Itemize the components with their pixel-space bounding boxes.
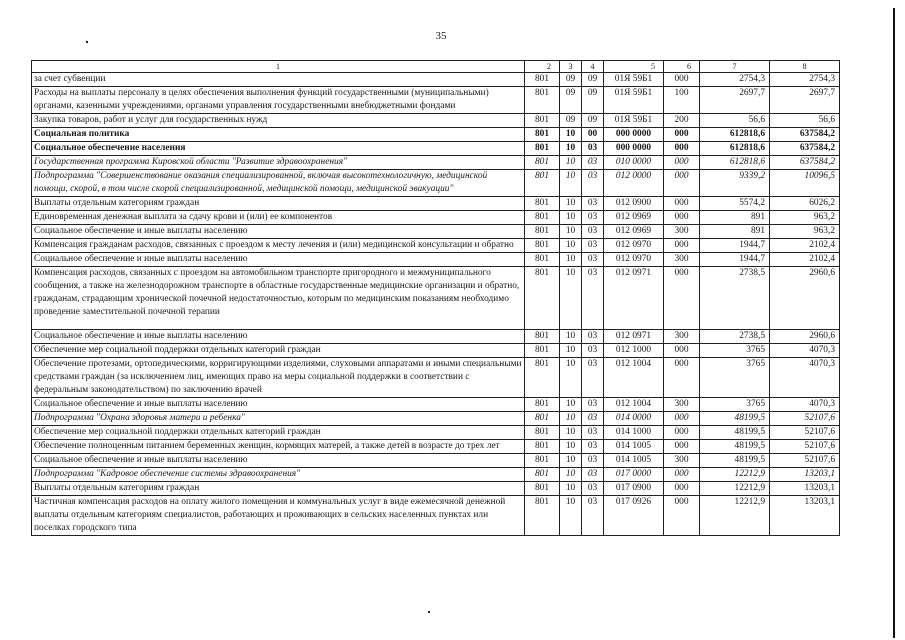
- row-amount-year-1: 3765: [700, 358, 770, 398]
- table-row: [32, 426, 840, 440]
- row-amount-year-2: 2960,6: [770, 267, 840, 330]
- row-code-ministry: 801: [525, 440, 560, 454]
- row-code-expense-type: 000: [664, 482, 700, 496]
- page-edge-mark: [893, 8, 895, 638]
- row-code-ministry: 801: [525, 239, 560, 253]
- scan-dot: [86, 41, 88, 43]
- row-name: Социальное обеспечение и иные выплаты населению: [32, 398, 525, 412]
- row-code-section: 10: [560, 454, 582, 468]
- row-code-section: 10: [560, 330, 582, 344]
- header-col-8: 8: [770, 61, 840, 73]
- row-name: Социальное обеспечение и иные выплаты населению: [32, 253, 525, 267]
- table-row: [32, 239, 840, 253]
- row-name: Расходы на выплаты персоналу в целях обеспечения выполнения функций государственными (муниципальными) органами, казенными учреждениями, органами управления государственными внебюджетными фондами: [32, 87, 525, 114]
- row-amount-year-1: 12212,9: [700, 468, 770, 482]
- row-code-section: 10: [560, 225, 582, 239]
- row-amount-year-2: 2697,7: [770, 87, 840, 114]
- row-amount-year-2: 2102,4: [770, 253, 840, 267]
- table-row: [32, 496, 840, 536]
- row-code-ministry: 801: [525, 128, 560, 142]
- table-row: [32, 267, 840, 330]
- row-name: Подпрограмма "Охрана здоровья матери и ребенка": [32, 412, 525, 426]
- row-amount-year-2: 10096,5: [770, 170, 840, 197]
- row-code-subsection: 03: [582, 267, 604, 330]
- row-code-article: 012 1004: [604, 398, 664, 412]
- table-row: [32, 197, 840, 211]
- row-code-expense-type: 200: [664, 114, 700, 128]
- page-number: 35: [435, 30, 447, 42]
- row-code-subsection: 03: [582, 211, 604, 225]
- row-code-section: 09: [560, 73, 582, 87]
- row-code-subsection: 03: [582, 197, 604, 211]
- row-code-article: 014 1005: [604, 440, 664, 454]
- row-code-expense-type: 000: [664, 211, 700, 225]
- row-amount-year-1: 5574,2: [700, 197, 770, 211]
- row-code-article: 01Я 59Б1: [604, 87, 664, 114]
- scan-dot: [428, 611, 430, 613]
- row-amount-year-2: 963,2: [770, 211, 840, 225]
- row-code-section: 10: [560, 358, 582, 398]
- row-code-article: 012 0969: [604, 225, 664, 239]
- row-code-subsection: 03: [582, 398, 604, 412]
- row-amount-year-2: 13203,1: [770, 468, 840, 482]
- row-code-section: 10: [560, 344, 582, 358]
- table-row: [32, 211, 840, 225]
- row-amount-year-2: 56,6: [770, 114, 840, 128]
- row-amount-year-2: 637584,2: [770, 156, 840, 170]
- header-col-4: 4: [582, 61, 604, 73]
- table-row: [32, 482, 840, 496]
- row-code-section: 10: [560, 211, 582, 225]
- table-row: [32, 440, 840, 454]
- row-name: Закупка товаров, работ и услуг для государственных нужд: [32, 114, 525, 128]
- row-name: Обеспечение полноценным питанием беременных женщин, кормящих матерей, а также детей в возрасте до трех лет: [32, 440, 525, 454]
- table-row: [32, 468, 840, 482]
- row-name: Социальное обеспечение и иные выплаты населению: [32, 225, 525, 239]
- row-amount-year-1: 2754,3: [700, 73, 770, 87]
- row-code-section: 10: [560, 156, 582, 170]
- row-name: Компенсация гражданам расходов, связанных с проездом к месту лечения и (или) медицинской консультации и обратно: [32, 239, 525, 253]
- row-amount-year-1: 2697,7: [700, 87, 770, 114]
- row-amount-year-1: 9339,2: [700, 170, 770, 197]
- row-code-subsection: 03: [582, 239, 604, 253]
- row-name: Частичная компенсация расходов на оплату жилого помещения и коммунальных услуг в виде ежемесячной денежной выплаты отдельным категориям специалистов, работающих и проживающих в сельских населенных пунктах или поселках городского типа: [32, 496, 525, 536]
- row-code-expense-type: 300: [664, 454, 700, 468]
- row-code-article: 012 0969: [604, 211, 664, 225]
- row-amount-year-2: 52107,6: [770, 426, 840, 440]
- row-code-section: 10: [560, 426, 582, 440]
- row-amount-year-1: 3765: [700, 398, 770, 412]
- header-col-1: 1: [32, 61, 525, 73]
- row-code-article: 017 0000: [604, 468, 664, 482]
- row-code-section: 10: [560, 496, 582, 536]
- row-code-section: 10: [560, 412, 582, 426]
- row-code-subsection: 09: [582, 87, 604, 114]
- row-code-subsection: 09: [582, 114, 604, 128]
- row-amount-year-1: 48199,5: [700, 426, 770, 440]
- row-code-subsection: 09: [582, 73, 604, 87]
- row-code-section: 10: [560, 440, 582, 454]
- row-amount-year-1: 12212,9: [700, 496, 770, 536]
- row-amount-year-2: 6026,2: [770, 197, 840, 211]
- row-code-ministry: 801: [525, 170, 560, 197]
- row-code-article: 014 1000: [604, 426, 664, 440]
- row-code-expense-type: 000: [664, 267, 700, 330]
- row-amount-year-2: 13203,1: [770, 482, 840, 496]
- row-amount-year-1: 2738,5: [700, 267, 770, 330]
- table-row: [32, 87, 840, 114]
- table-row: [32, 330, 840, 344]
- row-name: Социальное обеспечение и иные выплаты населению: [32, 330, 525, 344]
- row-code-ministry: 801: [525, 454, 560, 468]
- row-code-ministry: 801: [525, 412, 560, 426]
- row-code-article: 014 0000: [604, 412, 664, 426]
- row-amount-year-2: 637584,2: [770, 142, 840, 156]
- row-code-expense-type: 000: [664, 128, 700, 142]
- row-code-expense-type: 300: [664, 225, 700, 239]
- row-code-ministry: 801: [525, 142, 560, 156]
- row-amount-year-2: 637584,2: [770, 128, 840, 142]
- row-code-article: 01Я 59Б1: [604, 73, 664, 87]
- row-code-ministry: 801: [525, 114, 560, 128]
- row-amount-year-1: 56,6: [700, 114, 770, 128]
- table-header-row: [32, 61, 840, 73]
- row-name: Обеспечение протезами, ортопедическими, корригирующими изделиями, слуховыми аппаратами и иными специальными средствами граждан (за исключением лиц, имеющих право на меры социальной поддержки в соответствии с федеральным законодательством) по заключению врачей: [32, 358, 525, 398]
- row-name: Выплаты отдельным категориям граждан: [32, 482, 525, 496]
- row-code-section: 10: [560, 170, 582, 197]
- table-row: [32, 114, 840, 128]
- row-amount-year-1: 12212,9: [700, 482, 770, 496]
- row-code-expense-type: 000: [664, 156, 700, 170]
- row-amount-year-2: 4070,3: [770, 398, 840, 412]
- row-code-subsection: 03: [582, 330, 604, 344]
- row-code-subsection: 03: [582, 156, 604, 170]
- row-amount-year-1: 891: [700, 225, 770, 239]
- row-code-expense-type: 000: [664, 412, 700, 426]
- row-amount-year-2: 52107,6: [770, 440, 840, 454]
- row-name: Подпрограмма "Совершенствование оказания специализированной, включая высокотехнологичную, медицинской помощи, скорой, в том числе скорой специализированной, медицинской помощи, медицинской эвакуации": [32, 170, 525, 197]
- row-code-article: 012 0971: [604, 330, 664, 344]
- row-amount-year-1: 1944,7: [700, 253, 770, 267]
- row-name: за счет субвенции: [32, 73, 525, 87]
- row-code-ministry: 801: [525, 253, 560, 267]
- row-code-section: 10: [560, 267, 582, 330]
- row-name: Компенсация расходов, связанных с проездом на автомобильном транспорте пригородного и межмуниципального сообщения, а также на железнодорожном транспорте в областные государственные медицинские организации и обратно, гражданам, страдающим хронической почечной недостаточностью, которым по медицинским показаниям необходимо проведение заместительной почечной терапии: [32, 267, 525, 330]
- table-row: [32, 253, 840, 267]
- row-name: Социальное обеспечение населения: [32, 142, 525, 156]
- row-amount-year-1: 612818,6: [700, 156, 770, 170]
- row-code-subsection: 00: [582, 128, 604, 142]
- table-body: [32, 61, 840, 536]
- row-code-article: 012 0970: [604, 239, 664, 253]
- row-amount-year-2: 4070,3: [770, 344, 840, 358]
- row-code-article: 012 1004: [604, 358, 664, 398]
- table-row: [32, 128, 840, 142]
- row-code-subsection: 03: [582, 142, 604, 156]
- header-col-7: 7: [700, 61, 770, 73]
- header-col-3: 3: [560, 61, 582, 73]
- row-code-subsection: 03: [582, 482, 604, 496]
- row-code-article: 012 0000: [604, 170, 664, 197]
- row-code-ministry: 801: [525, 398, 560, 412]
- row-code-section: 10: [560, 142, 582, 156]
- table-row: [32, 225, 840, 239]
- row-code-expense-type: 000: [664, 239, 700, 253]
- table-row: [32, 454, 840, 468]
- row-code-article: 012 1000: [604, 344, 664, 358]
- row-code-section: 10: [560, 239, 582, 253]
- row-code-ministry: 801: [525, 468, 560, 482]
- row-amount-year-1: 612818,6: [700, 142, 770, 156]
- row-code-section: 10: [560, 468, 582, 482]
- row-amount-year-1: 891: [700, 211, 770, 225]
- table-row: [32, 142, 840, 156]
- row-code-expense-type: 000: [664, 426, 700, 440]
- row-name: Обеспечение мер социальной поддержки отдельных категорий граждан: [32, 344, 525, 358]
- row-code-ministry: 801: [525, 358, 560, 398]
- row-code-expense-type: 300: [664, 398, 700, 412]
- row-code-ministry: 801: [525, 197, 560, 211]
- budget-table: [31, 60, 840, 536]
- row-amount-year-2: 963,2: [770, 225, 840, 239]
- row-code-article: 017 0900: [604, 482, 664, 496]
- row-code-subsection: 03: [582, 358, 604, 398]
- header-col-6: 6: [664, 61, 700, 73]
- table-row: [32, 73, 840, 87]
- row-code-ministry: 801: [525, 426, 560, 440]
- row-code-article: 017 0926: [604, 496, 664, 536]
- row-code-expense-type: 000: [664, 344, 700, 358]
- row-amount-year-2: 13203,1: [770, 496, 840, 536]
- row-amount-year-1: 48199,5: [700, 412, 770, 426]
- row-code-section: 09: [560, 114, 582, 128]
- row-amount-year-1: 48199,5: [700, 440, 770, 454]
- row-code-ministry: 801: [525, 496, 560, 536]
- row-code-ministry: 801: [525, 73, 560, 87]
- row-code-expense-type: 000: [664, 496, 700, 536]
- row-code-expense-type: 000: [664, 197, 700, 211]
- row-code-article: 010 0000: [604, 156, 664, 170]
- row-code-subsection: 03: [582, 170, 604, 197]
- row-code-ministry: 801: [525, 156, 560, 170]
- row-amount-year-2: 52107,6: [770, 454, 840, 468]
- row-code-expense-type: 300: [664, 253, 700, 267]
- table-row: [32, 398, 840, 412]
- row-amount-year-2: 2102,4: [770, 239, 840, 253]
- row-code-article: 000 0000: [604, 128, 664, 142]
- row-code-expense-type: 000: [664, 358, 700, 398]
- row-code-subsection: 03: [582, 253, 604, 267]
- row-amount-year-1: 48199,5: [700, 454, 770, 468]
- row-name: Обеспечение мер социальной поддержки отдельных категорий граждан: [32, 426, 525, 440]
- row-code-subsection: 03: [582, 496, 604, 536]
- row-code-expense-type: 300: [664, 330, 700, 344]
- row-code-ministry: 801: [525, 482, 560, 496]
- row-code-section: 10: [560, 253, 582, 267]
- row-code-ministry: 801: [525, 344, 560, 358]
- row-code-subsection: 03: [582, 344, 604, 358]
- row-code-article: 012 0900: [604, 197, 664, 211]
- row-code-expense-type: 000: [664, 440, 700, 454]
- row-code-section: 10: [560, 128, 582, 142]
- row-code-ministry: 801: [525, 87, 560, 114]
- row-code-expense-type: 000: [664, 170, 700, 197]
- row-code-ministry: 801: [525, 330, 560, 344]
- table-row: [32, 170, 840, 197]
- row-code-ministry: 801: [525, 267, 560, 330]
- row-name: Социальное обеспечение и иные выплаты населению: [32, 454, 525, 468]
- row-amount-year-1: 1944,7: [700, 239, 770, 253]
- row-amount-year-2: 2754,3: [770, 73, 840, 87]
- row-amount-year-1: 612818,6: [700, 128, 770, 142]
- row-code-ministry: 801: [525, 225, 560, 239]
- table-row: [32, 156, 840, 170]
- row-code-section: 10: [560, 398, 582, 412]
- row-code-subsection: 03: [582, 412, 604, 426]
- row-code-section: 10: [560, 197, 582, 211]
- row-code-expense-type: 000: [664, 73, 700, 87]
- row-code-subsection: 03: [582, 225, 604, 239]
- row-amount-year-1: 3765: [700, 344, 770, 358]
- row-code-expense-type: 000: [664, 142, 700, 156]
- row-code-expense-type: 000: [664, 468, 700, 482]
- row-code-subsection: 03: [582, 440, 604, 454]
- row-code-subsection: 03: [582, 468, 604, 482]
- row-name: Социальная политика: [32, 128, 525, 142]
- header-col-5: 5: [604, 61, 664, 73]
- row-code-subsection: 03: [582, 426, 604, 440]
- row-code-section: 10: [560, 482, 582, 496]
- row-code-subsection: 03: [582, 454, 604, 468]
- row-code-article: 01Я 59Б1: [604, 114, 664, 128]
- row-code-expense-type: 100: [664, 87, 700, 114]
- row-code-ministry: 801: [525, 211, 560, 225]
- row-code-section: 09: [560, 87, 582, 114]
- row-amount-year-2: 52107,6: [770, 412, 840, 426]
- row-code-article: 000 0000: [604, 142, 664, 156]
- row-code-article: 012 0970: [604, 253, 664, 267]
- table-row: [32, 412, 840, 426]
- row-amount-year-2: 2960,6: [770, 330, 840, 344]
- row-amount-year-2: 4070,3: [770, 358, 840, 398]
- table-row: [32, 344, 840, 358]
- row-name: Выплаты отдельным категориям граждан: [32, 197, 525, 211]
- header-col-2: 2: [525, 61, 560, 73]
- row-amount-year-1: 2738,5: [700, 330, 770, 344]
- row-code-article: 014 1005: [604, 454, 664, 468]
- row-code-article: 012 0971: [604, 267, 664, 330]
- row-name: Единовременная денежная выплата за сдачу крови и (или) ее компонентов: [32, 211, 525, 225]
- row-name: Подпрограмма "Кадровое обеспечение системы здравоохранения": [32, 468, 525, 482]
- table-row: [32, 358, 840, 398]
- row-name: Государственная программа Кировской области "Развитие здравоохранения": [32, 156, 525, 170]
